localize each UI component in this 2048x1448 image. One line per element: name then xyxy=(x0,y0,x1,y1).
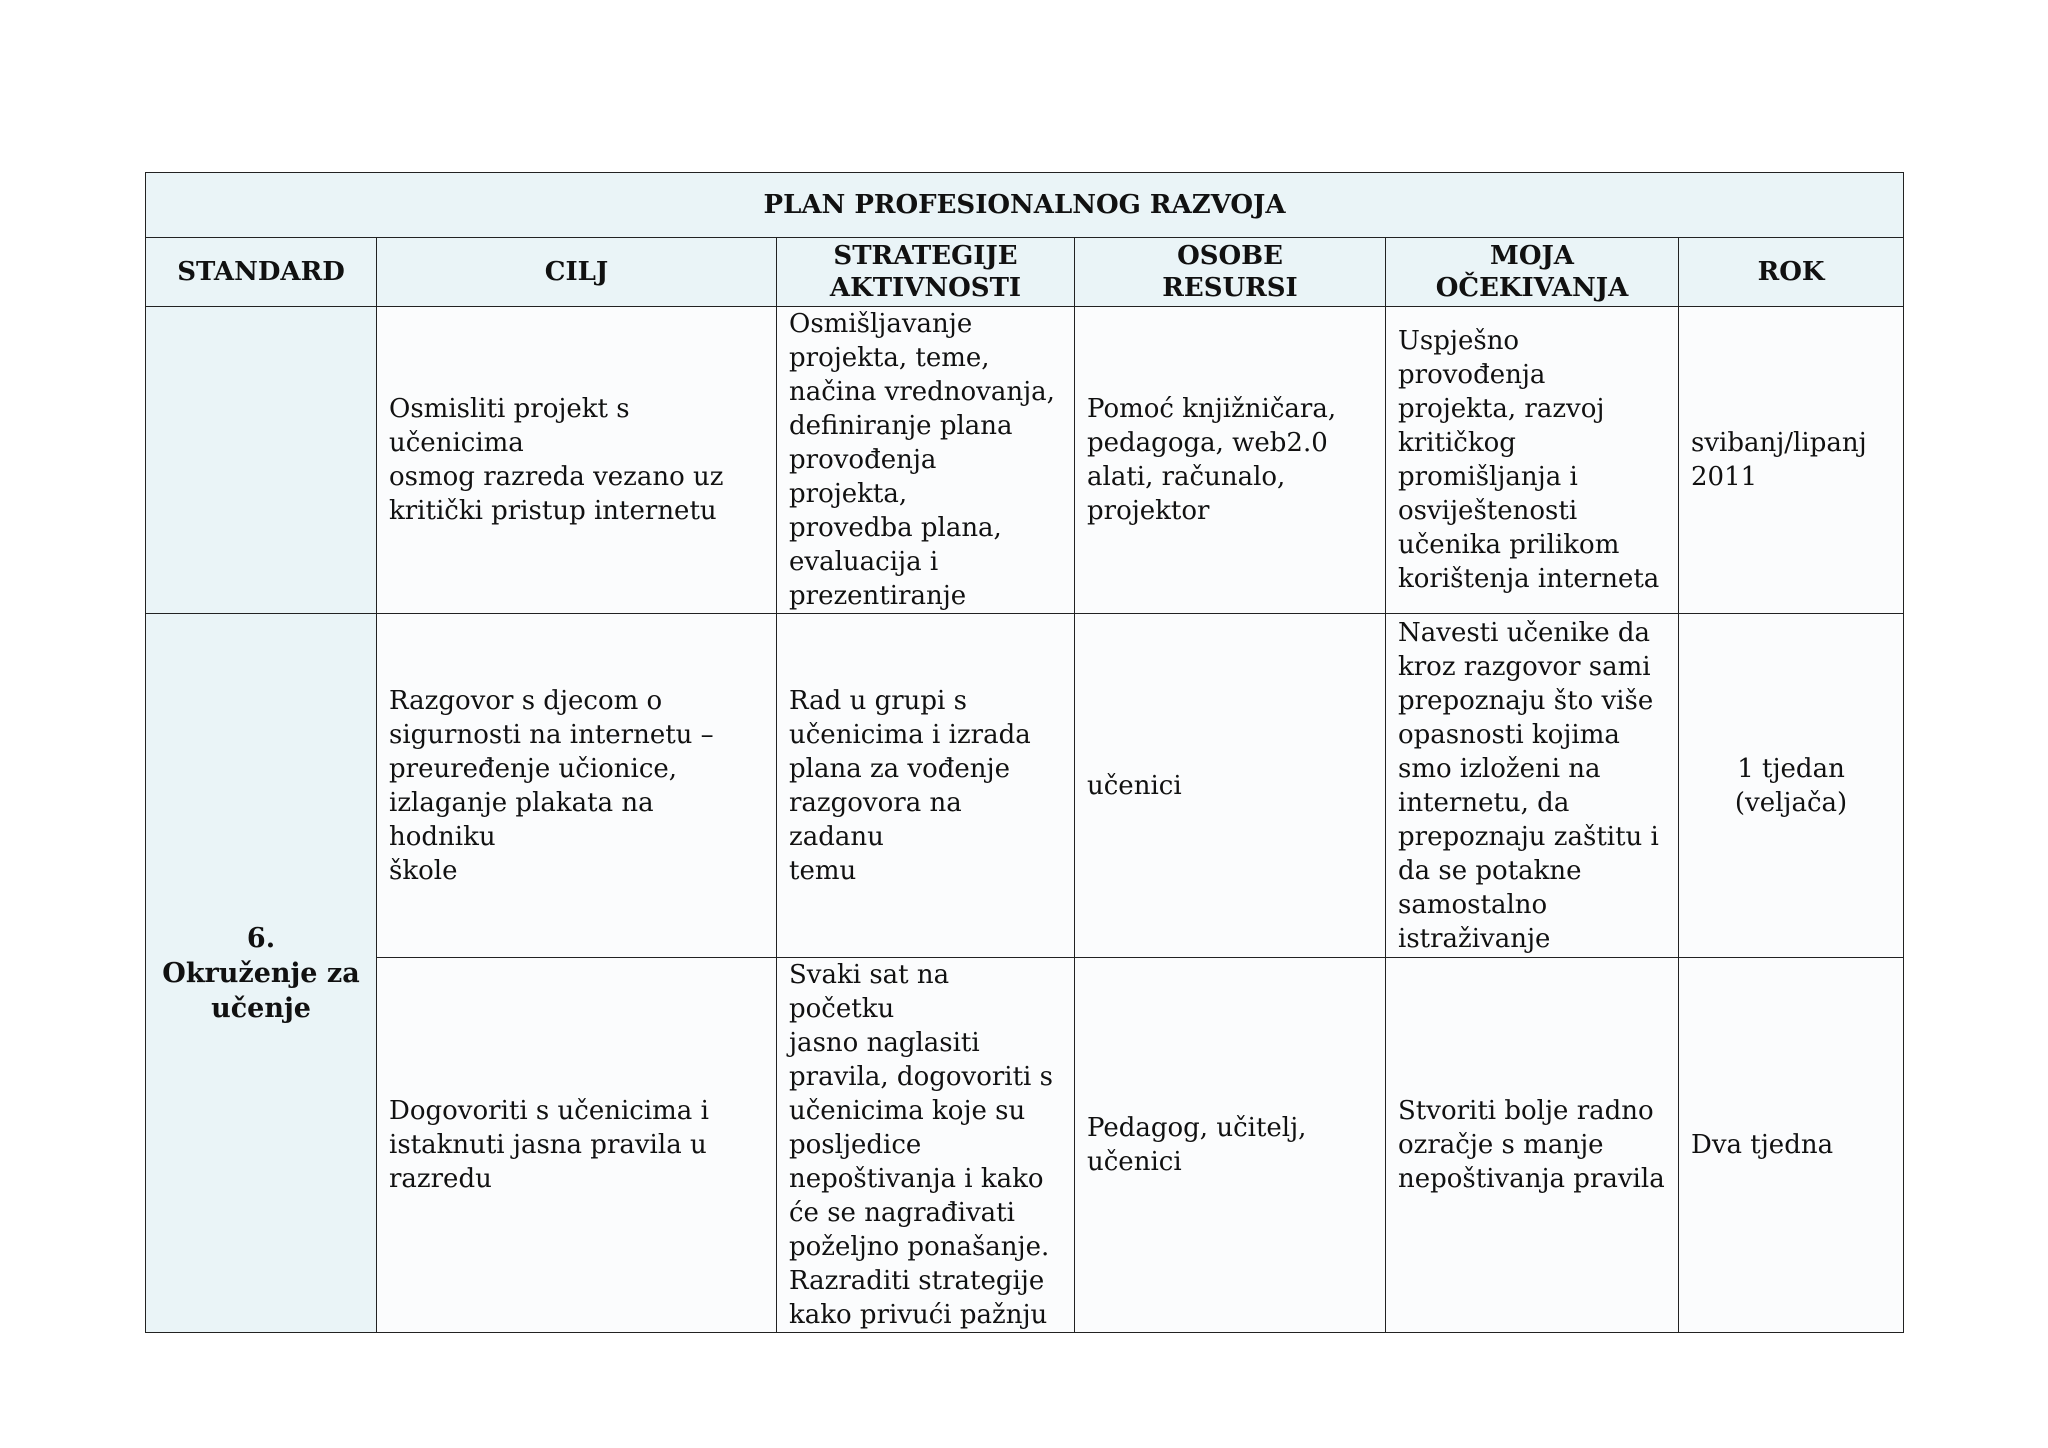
cell-strategije: Osmišljavanje projekta, teme, načina vrednovanja, definiranje plana provođenja projekta, provedba plana, evaluacija i prezentiranje xyxy=(777,307,1075,614)
table-title-row xyxy=(146,173,1904,238)
table-header-row xyxy=(146,238,1904,307)
standard-cell-empty xyxy=(146,307,377,614)
header-cilj: CILJ xyxy=(377,238,777,307)
cell-strategije: Svaki sat na početku jasno naglasiti pravila, dogovoriti s učenicima koje su posljedice nepoštivanja i kako će se nagrađivati poželjno ponašanje. Razraditi strategije kako privući pažnju xyxy=(777,958,1075,1333)
table-row xyxy=(146,958,1904,1333)
table-row xyxy=(146,307,1904,614)
cell-strategije: Rad u grupi s učenicima i izrada plana za vođenje razgovora na zadanu temu xyxy=(777,614,1075,958)
cell-rok: 1 tjedan (veljača) xyxy=(1679,614,1904,958)
cell-osobe: Pedagog, učitelj, učenici xyxy=(1075,958,1386,1333)
header-rok: ROK xyxy=(1679,238,1904,307)
cell-cilj: Osmisliti projekt s učenicima osmog razreda vezano uz kritički pristup internetu xyxy=(377,307,777,614)
header-strategije-aktivnosti: STRATEGIJE AKTIVNOSTI xyxy=(777,238,1075,307)
cell-ocekivanja: Stvoriti bolje radno ozračje s manje nepoštivanja pravila xyxy=(1386,958,1679,1333)
cell-cilj: Dogovoriti s učenicima i istaknuti jasna pravila u razredu xyxy=(377,958,777,1333)
cell-rok: Dva tjedna xyxy=(1679,958,1904,1333)
cell-osobe: Pomoć knjižničara, pedagoga, web2.0 alati, računalo, projektor xyxy=(1075,307,1386,614)
cell-cilj: Razgovor s djecom o sigurnosti na internetu – preuređenje učionice, izlaganje plakata na hodniku škole xyxy=(377,614,777,958)
header-moja-ocekivanja: MOJA OČEKIVANJA xyxy=(1386,238,1679,307)
table-title: PLAN PROFESIONALNOG RAZVOJA xyxy=(146,173,1904,238)
cell-ocekivanja: Navesti učenike da kroz razgovor sami prepoznaju što više opasnosti kojima smo izloženi na internetu, da prepoznaju zaštitu i da se potakne samostalno istraživanje xyxy=(1386,614,1679,958)
header-osobe-resursi: OSOBE RESURSI xyxy=(1075,238,1386,307)
table-row xyxy=(146,614,1904,958)
cell-rok: svibanj/lipanj 2011 xyxy=(1679,307,1904,614)
professional-development-plan-table xyxy=(145,172,1904,1333)
header-standard: STANDARD xyxy=(146,238,377,307)
cell-ocekivanja: Uspješno provođenja projekta, razvoj kritičkog promišljanja i osviještenosti učenika prilikom korištenja interneta xyxy=(1386,307,1679,614)
standard-label: 6. Okruženje za učenje xyxy=(146,614,377,1333)
cell-osobe: učenici xyxy=(1075,614,1386,958)
